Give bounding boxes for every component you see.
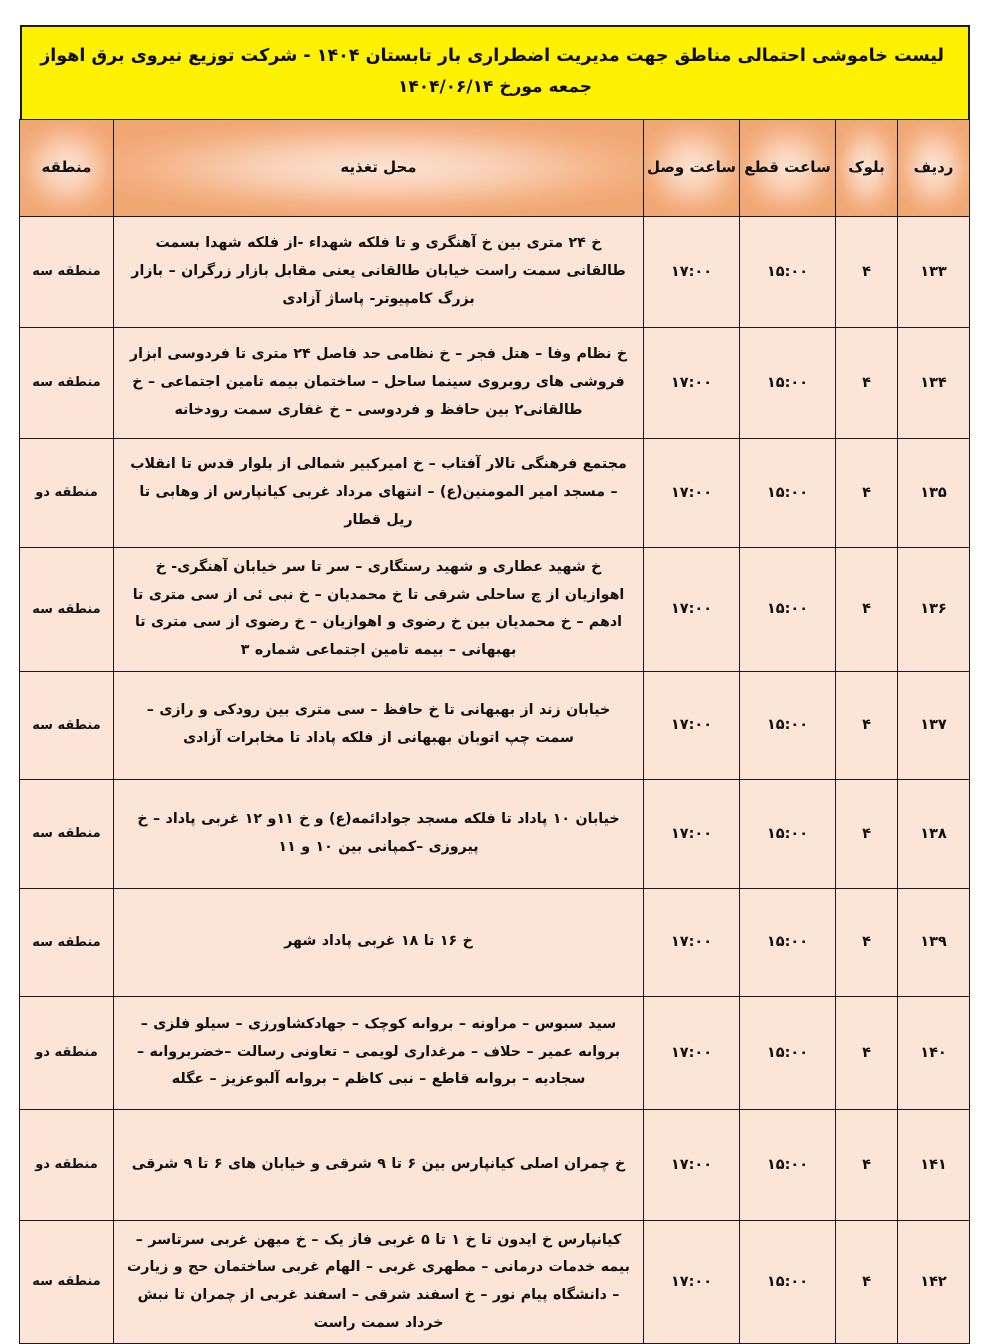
cell-outage-start-time: ۱۵:۰۰ — [740, 1109, 836, 1220]
table-body — [20, 216, 970, 1344]
cell-outage-start-time: ۱۵:۰۰ — [740, 327, 836, 438]
column-header-outage-start-time-label: ساعت قطع — [744, 158, 831, 177]
cell-outage-start-time: ۱۵:۰۰ — [740, 438, 836, 547]
cell-feed-location: خ ۲۴ متری بین خ آهنگری و تا فلکه شهداء -از فلکه شهدا بسمت طالقانی سمت راست خیابان طالقانی یعنی مقابل بازار زرگران – بازار بزرگ کامپیوتر- پاساژ آزادی — [114, 216, 644, 327]
cell-region: منطقه سه — [20, 671, 114, 779]
column-header-radif — [898, 119, 970, 216]
cell-outage-start-time: ۱۵:۰۰ — [740, 996, 836, 1109]
cell-region: منطقه دو — [20, 1109, 114, 1220]
cell-region: منطقه دو — [20, 438, 114, 547]
cell-radif: ۱۳۵ — [898, 438, 970, 547]
column-header-radif-label: ردیف — [913, 158, 954, 177]
column-header-region-label: منطقه — [41, 158, 92, 177]
table-header — [20, 119, 970, 216]
cell-block: ۴ — [836, 547, 898, 671]
cell-radif: ۱۳۹ — [898, 888, 970, 996]
column-header-outage-end-time — [644, 119, 740, 216]
cell-block: ۴ — [836, 216, 898, 327]
cell-radif: ۱۳۷ — [898, 671, 970, 779]
cell-feed-location: خ چمران اصلی کیانپارس بین ۶ تا ۹ شرقی و خیابان های ۶ تا ۹ شرقی — [114, 1109, 644, 1220]
cell-block: ۴ — [836, 779, 898, 888]
cell-outage-end-time: ۱۷:۰۰ — [644, 327, 740, 438]
column-header-block-label: بلوک — [848, 158, 885, 177]
cell-region: منطقه سه — [20, 888, 114, 996]
cell-outage-start-time: ۱۵:۰۰ — [740, 216, 836, 327]
cell-block: ۴ — [836, 1109, 898, 1220]
cell-outage-start-time: ۱۵:۰۰ — [740, 547, 836, 671]
cell-outage-start-time: ۱۵:۰۰ — [740, 1220, 836, 1344]
cell-radif: ۱۳۳ — [898, 216, 970, 327]
cell-region: منطقه دو — [20, 996, 114, 1109]
cell-block: ۴ — [836, 671, 898, 779]
cell-region: منطقه سه — [20, 216, 114, 327]
cell-feed-location: خ شهید عطاری و شهید رستگاری – سر تا سر خیابان آهنگری- خ اهوازیان از چ ساحلی شرقی تا خ محمدیان – خ نبی ئی از سی متری تا ادهم – خ محمدیان بین خ رضوی و اهوازیان – خ رضوی از سی متری تا بهبهانی – بیمه تامین اجتماعی شماره ۳ — [114, 547, 644, 671]
cell-outage-start-time: ۱۵:۰۰ — [740, 888, 836, 996]
table-row — [20, 996, 970, 1109]
table-row — [20, 438, 970, 547]
table-row — [20, 1220, 970, 1344]
table-row — [20, 779, 970, 888]
cell-radif: ۱۳۶ — [898, 547, 970, 671]
table-row — [20, 671, 970, 779]
cell-feed-location: خیابان زند از بهبهانی تا خ حافظ – سی متری بین رودکی و رازی – سمت چپ اتوبان بهبهانی از فلکه پاداد تا مخابرات آزادی — [114, 671, 644, 779]
cell-block: ۴ — [836, 438, 898, 547]
table-row — [20, 327, 970, 438]
outage-table — [19, 119, 970, 1344]
column-header-region — [20, 119, 114, 216]
column-header-block — [836, 119, 898, 216]
cell-feed-location: خیابان ۱۰ پاداد تا فلکه مسجد جوادائمه(ع) و خ ۱۱و ۱۲ غربی پاداد – خ پیروزی –کمپانی بین ۱۰ و ۱۱ — [114, 779, 644, 888]
cell-feed-location: مجتمع فرهنگی تالار آفتاب – خ امیرکبیر شمالی از بلوار قدس تا انقلاب – مسجد امیر المومنین(ع) – انتهای مرداد غربی کیانپارس از وهابی تا ریل قطار — [114, 438, 644, 547]
cell-radif: ۱۳۴ — [898, 327, 970, 438]
cell-block: ۴ — [836, 1220, 898, 1344]
cell-outage-end-time: ۱۷:۰۰ — [644, 216, 740, 327]
cell-outage-end-time: ۱۷:۰۰ — [644, 438, 740, 547]
title-line-primary: لیست خاموشی احتمالی مناطق جهت مدیریت اضطراری بار تابستان ۱۴۰۴ - شرکت توزیع نیروی برق اهواز — [40, 46, 944, 66]
cell-outage-end-time: ۱۷:۰۰ — [644, 996, 740, 1109]
cell-outage-end-time: ۱۷:۰۰ — [644, 1109, 740, 1220]
cell-radif: ۱۴۱ — [898, 1109, 970, 1220]
column-header-outage-end-time-label: ساعت وصل — [647, 158, 736, 177]
cell-outage-end-time: ۱۷:۰۰ — [644, 671, 740, 779]
column-header-outage-start-time — [740, 119, 836, 216]
cell-radif: ۱۴۰ — [898, 996, 970, 1109]
cell-block: ۴ — [836, 888, 898, 996]
cell-outage-start-time: ۱۵:۰۰ — [740, 779, 836, 888]
cell-region: منطقه سه — [20, 547, 114, 671]
cell-feed-location: خ نظام وفا – هتل فجر – خ نظامی حد فاصل ۲۴ متری تا فردوسی ابزار فروشی های روبروی سینما ساحل – ساختمان بیمه تامین اجتماعی – خ طالقانی۲ بین حافظ و فردوسی – خ غفاری سمت رودخانه — [114, 327, 644, 438]
column-header-feed-location — [114, 119, 644, 216]
cell-feed-location: کیانپارس خ ایدون تا خ ۱ تا ۵ غربی فاز یک – خ میهن غربی سرتاسر – بیمه خدمات درمانی – مطهری غربی – الهام غربی ساختمان حج و زیارت – دانشگاه پیام نور – خ اسفند شرقی – اسفند غربی از چمران تا نبش خرداد سمت راست — [114, 1220, 644, 1344]
table-row — [20, 888, 970, 996]
cell-region: منطقه سه — [20, 327, 114, 438]
cell-region: منطقه سه — [20, 1220, 114, 1344]
cell-outage-end-time: ۱۷:۰۰ — [644, 1220, 740, 1344]
table-row — [20, 216, 970, 327]
cell-outage-end-time: ۱۷:۰۰ — [644, 779, 740, 888]
cell-region: منطقه سه — [20, 779, 114, 888]
table-row — [20, 1109, 970, 1220]
cell-feed-location: خ ۱۶ تا ۱۸ غربی پاداد شهر — [114, 888, 644, 996]
column-header-feed-location-label: محل تغذیه — [340, 158, 417, 177]
title-banner — [20, 25, 970, 119]
cell-block: ۴ — [836, 327, 898, 438]
cell-outage-end-time: ۱۷:۰۰ — [644, 888, 740, 996]
header-row — [20, 119, 970, 216]
table-row — [20, 547, 970, 671]
cell-outage-end-time: ۱۷:۰۰ — [644, 547, 740, 671]
title-line-date: جمعه مورخ ۱۴۰۴/۰۶/۱۴ — [397, 77, 593, 98]
cell-block: ۴ — [836, 996, 898, 1109]
cell-radif: ۱۴۲ — [898, 1220, 970, 1344]
cell-radif: ۱۳۸ — [898, 779, 970, 888]
cell-outage-start-time: ۱۵:۰۰ — [740, 671, 836, 779]
cell-feed-location: سید سبوس – مراونه – برواىه کوچک – جهادکشاورزی – سیلو فلزی – برواىه عمیر – حلاف – مرغداری لویمی – تعاونی رسالت –خضربرواىه – سجادیه – برواىه قاطع – نبی کاظم – برواىه آلبوعزیز – عگله — [114, 996, 644, 1109]
